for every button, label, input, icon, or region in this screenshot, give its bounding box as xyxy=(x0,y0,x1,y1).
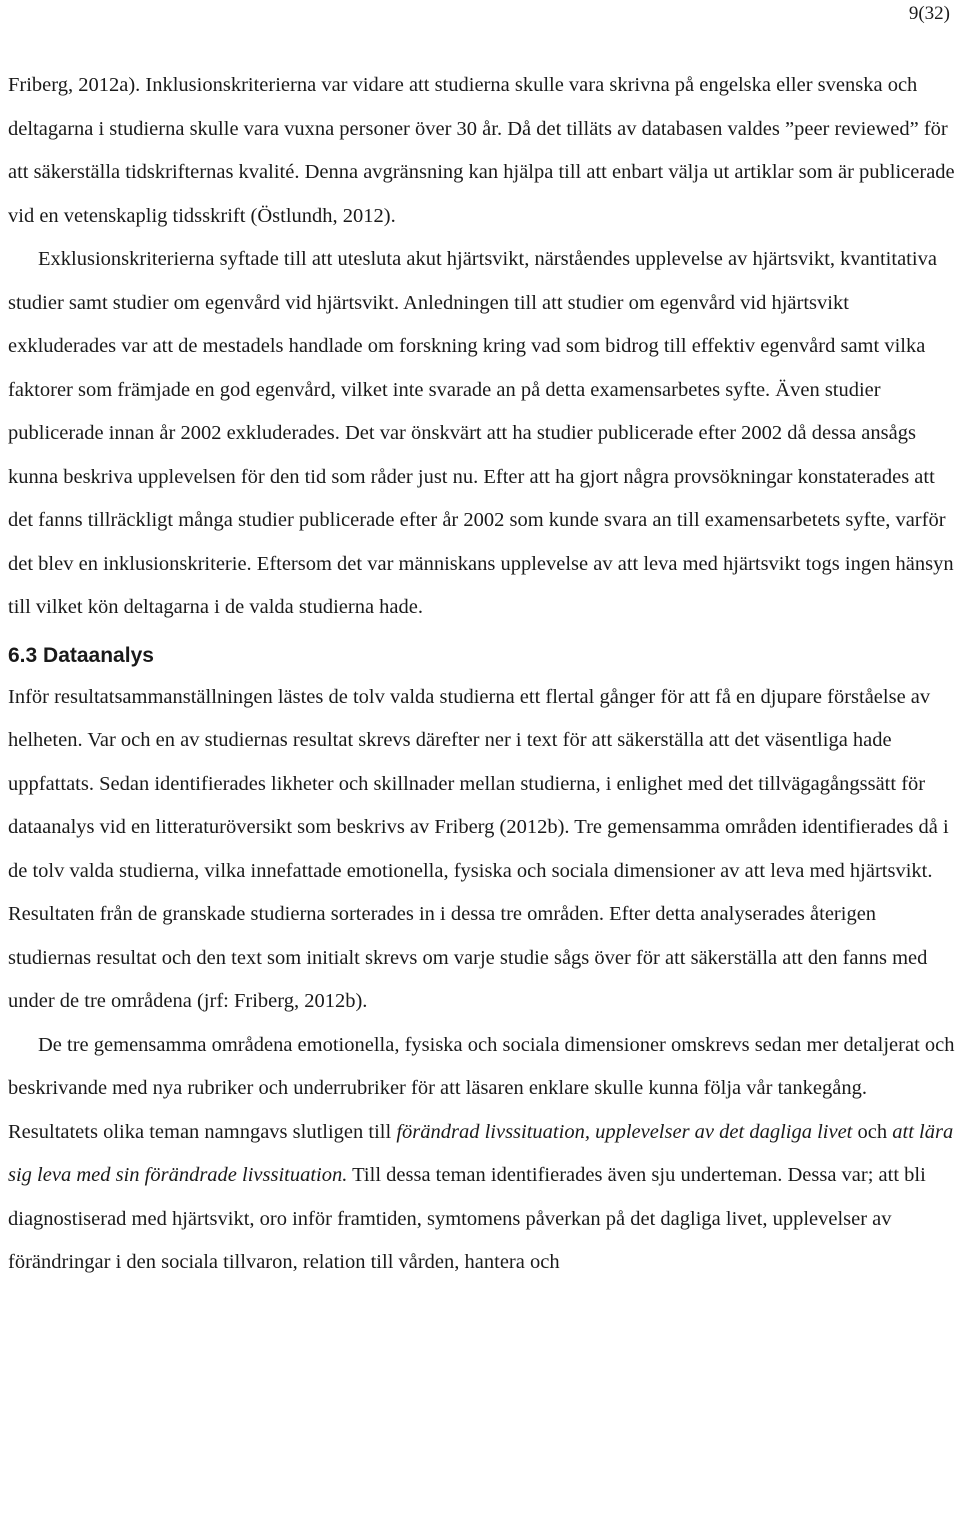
paragraph-themes xyxy=(8,1024,960,1285)
paragraph-data-analysis: Inför resultatsammanställningen lästes de tolv valda studierna ett flertal gånger för att få en djupare förståelse av helheten. Var och en av studiernas resultat skrevs därefter ner i text för att säkerställa att det väsentliga hade uppfattats. Sedan identifierades likheter och skillnader mellan studierna, i enlighet med det tillvägagångssätt för dataanalys vid en litteraturöversikt som beskrivs av Friberg (2012b). Tre gemensamma områden identifierades då i de tolv valda studierna, vilka innefattade emotionella, fysiska och sociala dimensioner av att leva med hjärtsvikt. Resultaten från de granskade studierna sorterades in i dessa tre områden. Efter detta analyserades återigen studiernas resultat och den text som initialt skrevs om varje studie sågs över för att säkerställa att den fanns med under de tre områdena (jrf: Friberg, 2012b). xyxy=(8,685,949,1012)
page-number: 9(32) xyxy=(908,3,950,24)
document-body xyxy=(8,64,960,1285)
section-heading-dataanalys: 6.3 Dataanalys xyxy=(8,643,154,667)
themes-text-part1: De tre gemensamma områdena emotionella, fysiska och sociala dimensioner omskrevs sedan mer detaljerat och beskrivande med nya rubriker och underrubriker för att läsaren enklare skulle kunna följa vår tankegång. Resultatets olika teman namngavs slutligen till xyxy=(8,1033,955,1143)
themes-text-part2: Till dessa teman identifierades även sju underteman. Dessa var; att bli diagnostiserad med hjärtsvikt, oro inför framtiden, symtomens påverkan på det dagliga livet, upplevelser av förändringar i den sociala tillvaron, relation till vården, hantera och xyxy=(8,1164,926,1273)
paragraph-inclusion-criteria: Friberg, 2012a). Inklusionskriterierna var vidare att studierna skulle vara skrivna på engelska eller svenska och deltagarna i studierna skulle vara vuxna personer över 30 år. Då det tilläts av databasen valdes ”peer reviewed” för att säkerställa tidskrifternas kvalité. Denna avgränsning kan hjälpa till att enbart välja ut artiklar som är publicerade vid en vetenskaplig tidsskrift (Östlundh, 2012). xyxy=(8,74,955,227)
theme-italic-1: förändrad livssituation, upplevelser av det dagliga livet xyxy=(396,1120,853,1143)
themes-text-and: och xyxy=(852,1120,893,1143)
theme-italic-2: att lära sig leva med sin förändrade livssituation. xyxy=(8,1120,954,1186)
paragraph-exclusion-criteria: Exklusionskriterierna syftade till att utesluta akut hjärtsvikt, närståendes upplevelse av hjärtsvikt, kvantitativa studier samt studier om egenvård vid hjärtsvikt. Anledningen till att studier om egenvård vid hjärtsvikt exkluderades var att de mestadels handlade om forskning kring vad som bidrog till effektiv egenvård samt vilka faktorer som främjade en god egenvård, vilket inte svarade an på detta examensarbetes syfte. Även studier publicerade innan år 2002 exkluderades. Det var önskvärt att ha studier publicerade efter 2002 då dessa ansågs kunna beskriva upplevelsen för den tid som råder just nu. Efter att ha gjort några provsökningar konstaterades att det fanns tillräckligt många studier publicerade efter år 2002 som kunde svara an till examensarbetets syfte, varför det blev en inklusionskriterie. Eftersom det var människans upplevelse av att leva med hjärtsvikt togs ingen hänsyn till vilket kön deltagarna i de valda studierna hade. xyxy=(8,248,954,618)
